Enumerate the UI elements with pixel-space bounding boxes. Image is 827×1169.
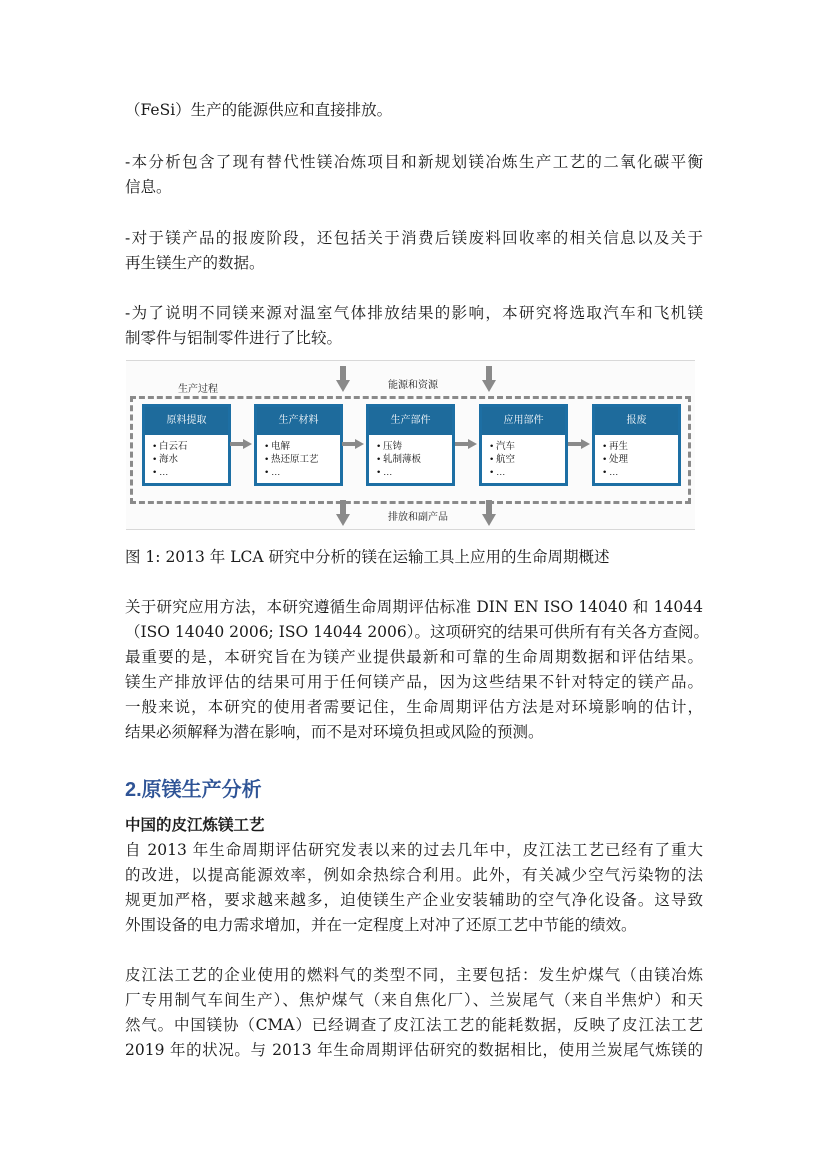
stage-item: • 再生 xyxy=(603,441,628,452)
text-line: 皮江法工艺的企业使用的燃料气的类型不同，主要包括：发生炉煤气（由镁冶炼 xyxy=(125,966,703,984)
stage-title: 原料提取 xyxy=(145,407,228,435)
stage-item: • … xyxy=(603,467,619,478)
flow-arrow-icon xyxy=(568,439,590,449)
stage-item: • … xyxy=(377,467,393,478)
stage-item: • 轧制薄板 xyxy=(377,454,421,465)
text-line: 厂专用制气车间生产）、焦炉煤气（来自焦化厂）、兰炭尾气（来自半焦炉）和天 xyxy=(125,991,703,1009)
stage-material-production xyxy=(254,404,343,486)
text-line: 最重要的是，本研究旨在为镁产业提供最新和可靠的生命周期数据和评估结果。 xyxy=(125,648,703,666)
stage-item: • 压铸 xyxy=(377,441,402,452)
stage-item: • 电解 xyxy=(265,441,290,452)
text-line: （FeSi）生产的能源供应和直接排放。 xyxy=(125,101,393,119)
text-line: -对于镁产品的报废阶段，还包括关于消费后镁废料回收率的相关信息以及关于 xyxy=(125,229,703,247)
divider xyxy=(126,360,695,361)
stage-raw-material-extraction xyxy=(142,404,231,486)
text-line: 规更加严格，要求越来越多，迫使镁生产企业安装辅助的空气净化设备。这导致 xyxy=(125,891,703,909)
stage-item: • 处理 xyxy=(603,454,628,465)
figure-caption: 图 1: 2013 年 LCA 研究中分析的镁在运输工具上应用的生命周期概述 xyxy=(125,548,610,566)
divider xyxy=(126,529,695,530)
input-arrow-icon xyxy=(482,366,496,392)
section-heading: 2.原镁生产分析 xyxy=(125,779,262,801)
stage-item: • 航空 xyxy=(490,454,515,465)
intro-paragraph-4 xyxy=(125,301,703,351)
text-line: 一般来说，本研究的使用者需要记住，生命周期评估方法是对环境影响的估计， xyxy=(125,698,703,716)
text-line: -本分析包含了现有替代性镁冶炼项目和新规划镁冶炼生产工艺的二氧化碳平衡 xyxy=(125,153,703,171)
text-line: 外围设备的电力需求增加，并在一定程度上对冲了还原工艺中节能的绩效。 xyxy=(125,916,637,934)
text-line: 结果必须解释为潜在影响，而不是对环境负担或风险的预测。 xyxy=(125,723,544,741)
text-line: 自 2013 年生命周期评估研究发表以来的过去几年中，皮江法工艺已经有了重大 xyxy=(125,841,703,859)
output-arrow-icon xyxy=(336,500,350,526)
stage-title: 报废 xyxy=(595,407,678,435)
stage-end-of-life xyxy=(592,404,681,486)
method-paragraph xyxy=(125,595,710,745)
stage-application xyxy=(479,404,568,486)
text-line: 镁生产排放评估的结果可用于任何镁产品，因为这些结果不针对特定的镁产品。 xyxy=(125,673,703,691)
stage-item: • 海水 xyxy=(153,454,178,465)
text-line: 制零件与铝制零件进行了比较。 xyxy=(125,329,343,347)
text-line: 的改进，以提高能源效率，例如余热综合利用。此外，有关减少空气污染物的法 xyxy=(125,866,703,884)
frame-label: 生产过程 xyxy=(178,384,218,395)
stage-item: • 热还原工艺 xyxy=(265,454,319,465)
flow-arrow-icon xyxy=(230,439,252,449)
flow-arrow-icon xyxy=(455,439,477,449)
flow-arrow-icon xyxy=(342,439,364,449)
text-line: 关于研究应用方法，本研究遵循生命周期评估标准 DIN EN ISO 14040 和 14044 xyxy=(125,598,703,616)
text-line: 再生镁生产的数据。 xyxy=(125,254,265,272)
stage-item: • … xyxy=(490,467,506,478)
text-line: -为了说明不同镁来源对温室气体排放结果的影响，本研究将选取汽车和飞机镁 xyxy=(125,304,703,322)
intro-paragraph-1 xyxy=(125,98,703,123)
stage-item: • 汽车 xyxy=(490,441,515,452)
stage-title: 应用部件 xyxy=(482,407,565,435)
body-paragraph-2 xyxy=(125,963,703,1063)
text-line: 2019 年的状况。与 2013 年生命周期评估研究的数据相比，使用兰炭尾气炼镁的 xyxy=(125,1041,703,1059)
stage-title: 生产材料 xyxy=(257,407,340,435)
intro-paragraph-2 xyxy=(125,150,703,200)
body-paragraph-1 xyxy=(125,838,703,938)
subsection-heading: 中国的皮江炼镁工艺 xyxy=(125,817,265,834)
stage-title: 生产部件 xyxy=(369,407,452,435)
text-line: 然气。中国镁协（CMA）已经调查了皮江法工艺的能耗数据，反映了皮江法工艺 xyxy=(125,1016,703,1034)
output-arrow-icon xyxy=(482,500,496,526)
text-line: 信息。 xyxy=(125,178,172,196)
inputs-label: 能源和资源 xyxy=(388,380,438,391)
intro-paragraph-3 xyxy=(125,226,703,276)
life-cycle-diagram xyxy=(126,360,695,530)
input-arrow-icon xyxy=(336,366,350,392)
stage-item: • … xyxy=(265,467,281,478)
text-line: （ISO 14040 2006; ISO 14044 2006）。这项研究的结果可供所有有关各方查阅。 xyxy=(125,623,710,641)
stage-item: • 白云石 xyxy=(153,441,188,452)
stage-item: • … xyxy=(153,467,169,478)
outputs-label: 排放和副产品 xyxy=(388,512,448,523)
stage-component-production xyxy=(366,404,455,486)
